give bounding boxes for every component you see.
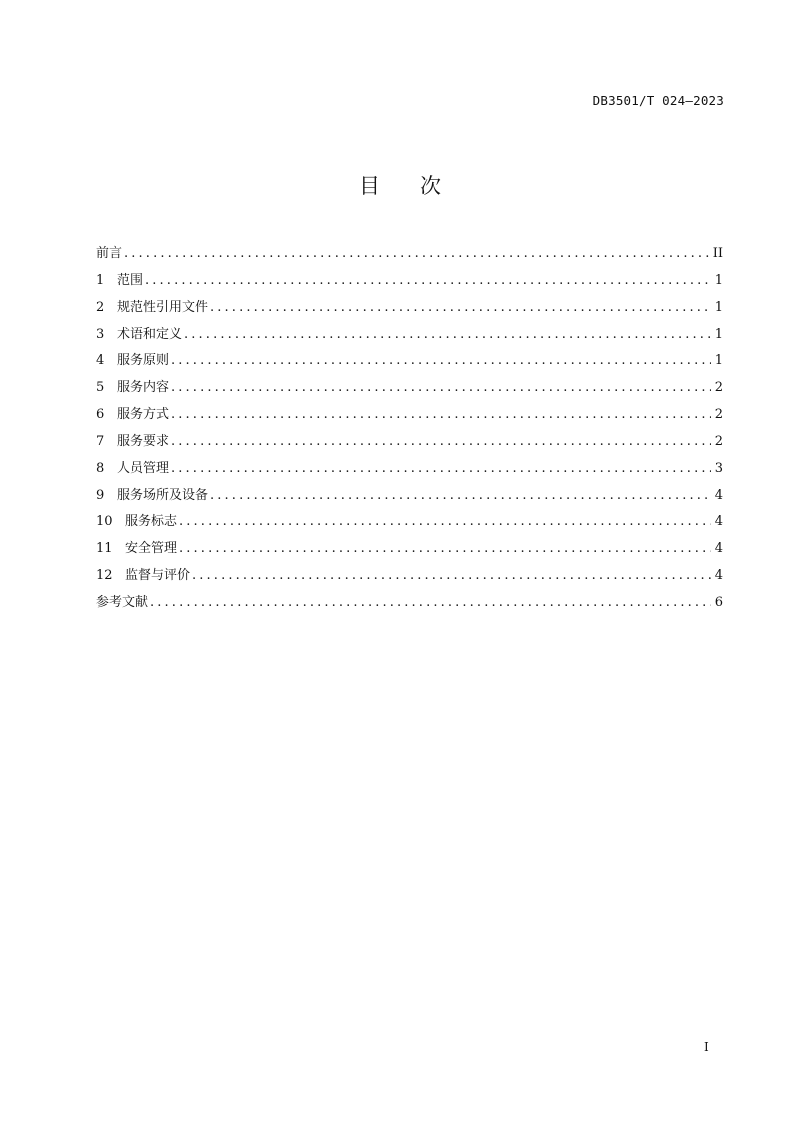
page-number: I xyxy=(704,1040,709,1054)
toc-entry-page: 1 xyxy=(714,353,723,369)
toc-entry-label: 安全管理 xyxy=(125,541,178,557)
toc-entry-number: 3 xyxy=(96,326,105,342)
toc-entry-page: 6 xyxy=(714,594,723,610)
toc-entry-label: 服务标志 xyxy=(125,514,178,530)
dot-leader xyxy=(210,488,711,503)
dot-leader xyxy=(145,273,711,288)
toc-entry-page: 1 xyxy=(714,272,723,288)
toc-entry[interactable] xyxy=(96,537,723,564)
toc-entry-page: 3 xyxy=(714,460,723,476)
toc-entry-page: 1 xyxy=(714,299,723,315)
toc-entry[interactable] xyxy=(96,484,723,511)
toc-entry[interactable] xyxy=(96,457,723,484)
toc-entry-label: 术语和定义 xyxy=(117,326,183,342)
dot-leader xyxy=(179,541,711,556)
toc-entry-page: II xyxy=(712,246,723,261)
toc-entry-label: 人员管理 xyxy=(117,460,170,476)
toc-entry[interactable] xyxy=(96,591,723,618)
dot-leader xyxy=(171,434,711,449)
page-title xyxy=(0,170,800,200)
dot-leader xyxy=(171,380,711,395)
toc-entry-number: 10 xyxy=(96,514,113,530)
toc-entry-page: 1 xyxy=(714,326,723,342)
toc-entry-label: 参考文献 xyxy=(96,594,149,610)
toc-entry-number: 5 xyxy=(96,380,105,396)
title-char: 次 xyxy=(420,174,441,198)
title-char: 目 xyxy=(359,174,380,198)
toc-entry-label: 前言 xyxy=(96,246,123,261)
toc-entry[interactable] xyxy=(96,564,723,591)
toc-entry[interactable] xyxy=(96,510,723,537)
toc-entry-number: 9 xyxy=(96,487,105,503)
toc-entry-page: 2 xyxy=(714,380,723,396)
toc-entry-label: 服务内容 xyxy=(117,380,170,396)
dot-leader xyxy=(210,300,711,315)
toc-entry-number: 1 xyxy=(96,272,105,288)
dot-leader xyxy=(150,595,711,610)
toc-entry-label: 范围 xyxy=(117,272,144,288)
dot-leader xyxy=(184,327,711,342)
toc-entry-label: 服务要求 xyxy=(117,433,170,449)
toc-entry-page: 2 xyxy=(714,433,723,449)
toc-entry-page: 4 xyxy=(714,487,723,503)
toc-entry-page: 2 xyxy=(714,407,723,423)
toc-entry-label: 服务场所及设备 xyxy=(117,487,209,503)
toc-entry-page: 4 xyxy=(714,568,723,584)
toc-entry-label: 服务方式 xyxy=(117,407,170,423)
toc-entry-number: 2 xyxy=(96,299,105,315)
document-code: DB3501/T 024—2023 xyxy=(592,93,724,108)
dot-leader xyxy=(171,407,711,422)
toc-entry-label: 监督与评价 xyxy=(125,568,191,584)
toc-entry-label: 服务原则 xyxy=(117,353,170,369)
toc-entry-number: 8 xyxy=(96,460,105,476)
dot-leader xyxy=(171,353,711,368)
dot-leader xyxy=(124,246,709,261)
toc-entry[interactable] xyxy=(96,376,723,403)
toc-entry[interactable] xyxy=(96,269,723,296)
toc-entry-page: 4 xyxy=(714,514,723,530)
toc-entry-number: 12 xyxy=(96,568,113,584)
toc-entry[interactable] xyxy=(96,403,723,430)
toc-entry-number: 7 xyxy=(96,433,105,449)
toc-entry-label: 规范性引用文件 xyxy=(117,299,209,315)
toc-entry[interactable] xyxy=(96,323,723,350)
toc-entry[interactable] xyxy=(96,242,723,269)
toc-entry-number: 11 xyxy=(96,541,113,557)
dot-leader xyxy=(192,568,711,583)
toc-entry[interactable] xyxy=(96,430,723,457)
toc-entry-number: 4 xyxy=(96,353,105,369)
dot-leader xyxy=(179,514,711,529)
toc-entry[interactable] xyxy=(96,349,723,376)
toc-entry-page: 4 xyxy=(714,541,723,557)
toc-entry-number: 6 xyxy=(96,407,105,423)
toc-entry[interactable] xyxy=(96,296,723,323)
table-of-contents xyxy=(96,242,723,618)
dot-leader xyxy=(171,461,711,476)
